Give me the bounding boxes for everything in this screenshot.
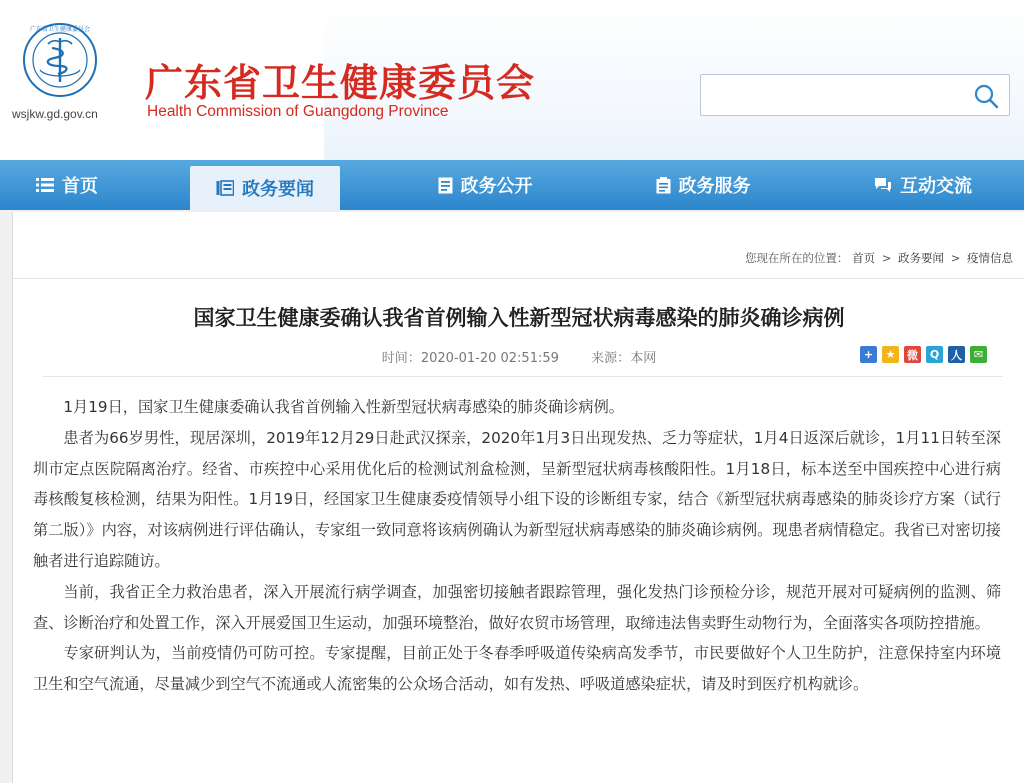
news-icon: [216, 180, 234, 196]
nav-item-label: 首页: [62, 176, 98, 197]
breadcrumb: [745, 250, 1013, 266]
nav-item-label: 政务要闻: [242, 179, 314, 200]
share-weibo-icon[interactable]: 微: [904, 346, 921, 363]
source-label: 来源：: [591, 351, 631, 366]
article-paragraph: 1月19日，国家卫生健康委确认我省首例输入性新型冠状病毒感染的肺炎确诊病例。: [63, 398, 624, 416]
search-icon[interactable]: [973, 83, 999, 109]
search-box: [700, 74, 1010, 116]
nav-item-gov-affairs-open[interactable]: [410, 160, 560, 210]
nav-item-home[interactable]: [12, 160, 122, 210]
article-paragraph: 专家研判认为，当前疫情仍可防可控。专家提醒，目前正处于冬春季呼吸道传染病高发季节，市民要做好个人卫生防护，注意保持室内环境卫生和空气流通，尽量减少到空气不流通或人流密集的公众场合活动，如有发热、呼吸道感染症状，请及时到医疗机构就诊。: [33, 644, 1001, 694]
nav-item-news[interactable]: [190, 166, 340, 210]
clipboard-icon: [656, 177, 671, 194]
article-body: [33, 392, 1001, 700]
article-title: 国家卫生健康委确认我省首例输入性新型冠状病毒感染的肺炎确诊病例: [193, 306, 845, 330]
article-source: 本网: [630, 351, 657, 366]
search-input[interactable]: [707, 79, 966, 113]
nav-item-interaction[interactable]: [848, 160, 998, 210]
breadcrumb-separator: >: [950, 251, 961, 265]
article-paragraph: 当前，我省正全力救治患者，深入开展流行病学调查，加强密切接触者跟踪管理，强化发热门诊预检分诊，规范开展对可疑病例的监测、筛查、诊断治疗和处置工作，深入开展爱国卫生运动，加强环境整治，做好农贸市场管理，取缔违法售卖野生动物行为，全面落实各项防控措施。: [33, 582, 1001, 632]
time-label: 时间：: [381, 351, 421, 366]
share-wechat-icon[interactable]: ✉: [970, 346, 987, 363]
site-subtitle: Health Commission of Guangdong Province: [147, 103, 449, 120]
content-panel: [12, 212, 1024, 783]
share-qzone-icon[interactable]: ★: [882, 346, 899, 363]
list-icon: [36, 177, 54, 193]
publish-time: 2020-01-20 02:51:59: [420, 351, 559, 366]
share-bar: [860, 346, 987, 363]
nav-item-label: 政务服务: [678, 176, 751, 197]
divider: [43, 376, 1003, 377]
nav-item-gov-services[interactable]: [628, 160, 778, 210]
svg-text:广东省卫生健康委员会: 广东省卫生健康委员会: [29, 26, 91, 33]
share-tencent-icon[interactable]: Q: [926, 346, 943, 363]
breadcrumb-prefix: 您现在所在的位置：: [744, 251, 849, 265]
breadcrumb-home-link[interactable]: 首页: [852, 251, 876, 265]
site-title[interactable]: 广东省卫生健康委员会: [145, 61, 536, 105]
breadcrumb-epidemic-link[interactable]: 疫情信息: [967, 251, 1013, 265]
site-header: [0, 0, 1024, 160]
nav-item-label: 政务公开: [460, 176, 533, 197]
site-domain: wsjkw.gd.gov.cn: [12, 107, 98, 121]
chat-icon: [874, 177, 892, 193]
document-icon: [438, 177, 453, 194]
breadcrumb-news-link[interactable]: 政务要闻: [898, 251, 945, 265]
share-renren-icon[interactable]: 人: [948, 346, 965, 363]
nav-item-label: 互动交流: [900, 176, 972, 197]
breadcrumb-separator: >: [881, 251, 892, 265]
share-plus-icon[interactable]: +: [860, 346, 877, 363]
article-paragraph: 患者为66岁男性，现居深圳，2019年12月29日赴武汉探亲，2020年1月3日出现发热、乏力等症状，1月4日返深后就诊，1月11日转至深圳市定点医院隔离治疗。经省、市疾控中心采用优化后的检测试剂盒检测，呈新型冠状病毒核酸阳性。1月18日，标本送至中国疾控中心进行病毒核酸复核检测，结果为阳性。1月19日，经国家卫生健康委疫情领导小组下设的诊断组专家，结合《新型冠状病毒感染的肺炎诊疗方案（试行第二版）》内容，对该病例进行评估确认，专家组一致同意将该病例确认为新型冠状病毒感染的肺炎确诊病例。现患者病情稳定。我省已对密切接触者进行追踪随访。: [33, 428, 1001, 570]
main-nav: [0, 160, 1024, 210]
commission-emblem-icon[interactable]: [22, 22, 98, 98]
divider: [13, 278, 1024, 279]
